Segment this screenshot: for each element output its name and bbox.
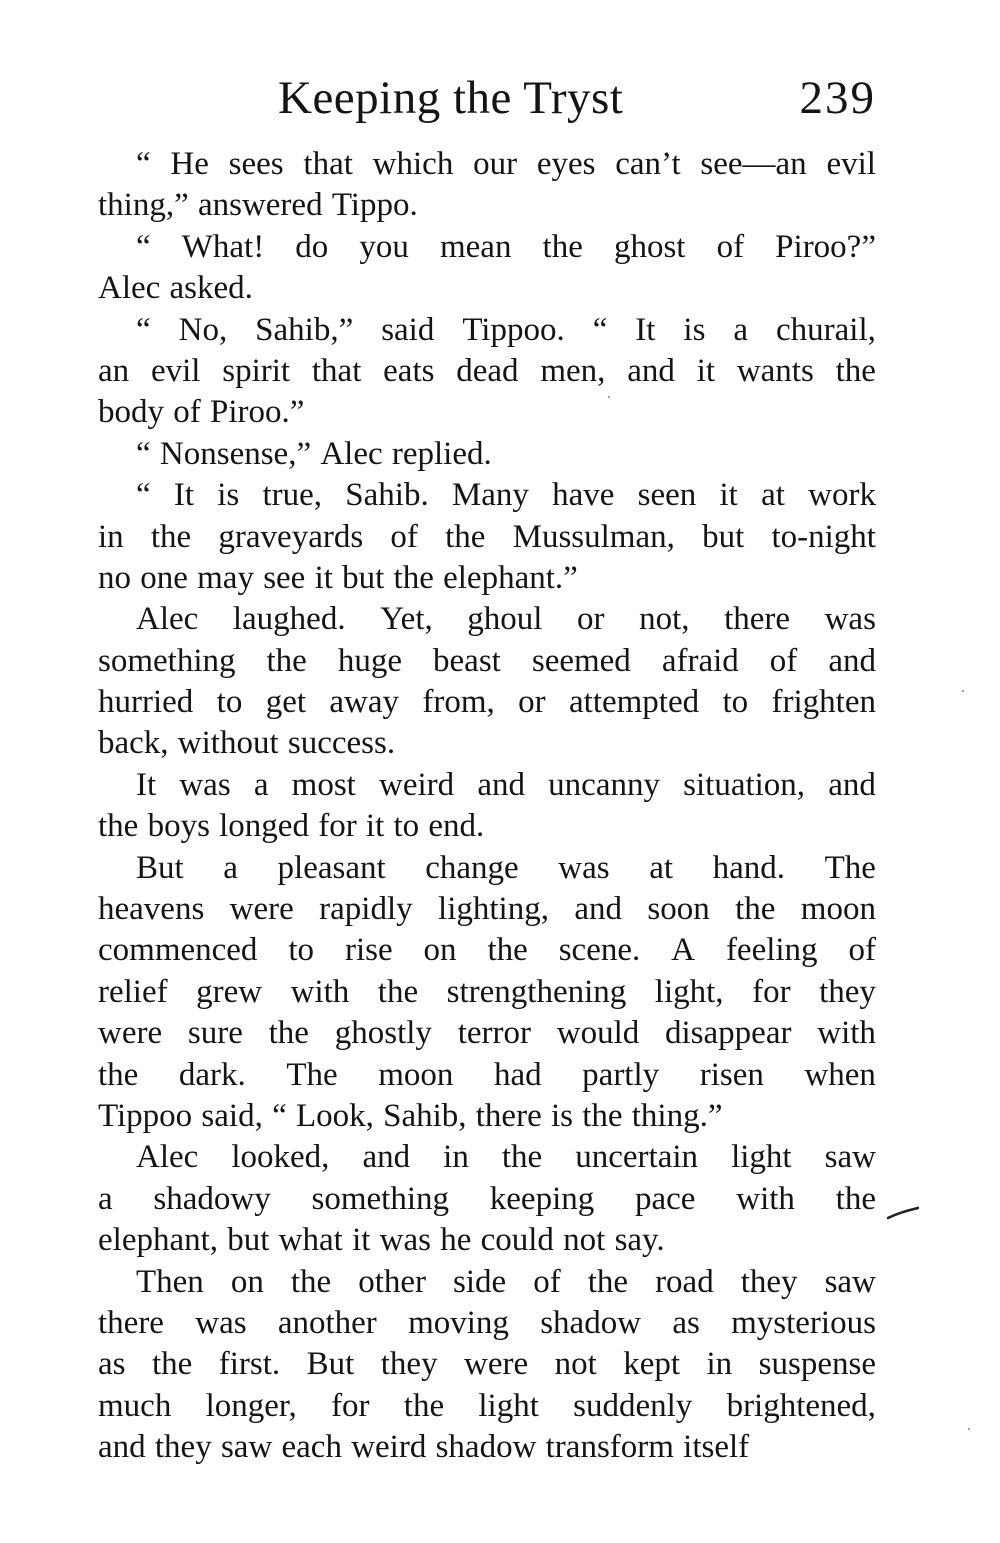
word: had	[493, 1056, 542, 1093]
word: as	[672, 1304, 700, 1341]
word: side	[453, 1263, 507, 1300]
word: to	[288, 932, 315, 969]
text-line	[98, 1344, 876, 1385]
word: and	[362, 1139, 411, 1176]
word: A	[671, 932, 696, 969]
word: an	[98, 352, 130, 389]
text-line	[98, 227, 876, 268]
word: were	[229, 891, 294, 928]
word: do	[295, 228, 329, 265]
word: Then	[136, 1263, 204, 1300]
word: hurried	[98, 684, 194, 721]
word: he	[440, 1222, 472, 1259]
word: beast	[433, 642, 501, 679]
text-line	[98, 351, 876, 392]
paper-speck	[608, 396, 610, 398]
text-line	[98, 723, 876, 764]
word: the	[151, 1346, 193, 1383]
word: light,	[654, 973, 724, 1010]
word: grew	[196, 973, 263, 1010]
word: light	[478, 1387, 539, 1424]
word: our	[473, 146, 518, 182]
word: moon	[800, 891, 876, 928]
word: but	[342, 559, 385, 596]
word: graveyards	[218, 518, 364, 555]
word: sure	[187, 1015, 243, 1052]
text-line	[98, 1013, 876, 1054]
paper-speck	[962, 690, 964, 692]
word: soon	[647, 891, 710, 928]
word: to-night	[771, 518, 876, 555]
word: suspense	[758, 1346, 876, 1383]
word: rise	[344, 932, 393, 969]
word: kept	[623, 1346, 681, 1383]
word: were	[464, 1346, 529, 1383]
word: most	[291, 766, 356, 803]
word: when	[804, 1056, 876, 1093]
text-line	[98, 972, 876, 1013]
word: Sahib,	[383, 1097, 467, 1134]
word: without	[177, 725, 279, 762]
word: relief	[98, 973, 168, 1010]
text-line	[98, 1262, 876, 1303]
word: dead	[456, 352, 519, 389]
word: change	[425, 849, 519, 886]
word: situation,	[683, 766, 806, 803]
word: “	[136, 435, 151, 472]
word: not	[554, 1346, 597, 1383]
text-line	[98, 1055, 876, 1096]
text-line	[98, 1096, 876, 1137]
word: a	[98, 1180, 113, 1217]
text-line	[98, 1220, 876, 1261]
word: to	[393, 808, 420, 845]
text-line	[98, 1386, 876, 1427]
word: first.	[218, 1346, 281, 1383]
word: of	[769, 642, 798, 679]
word: boys	[147, 808, 210, 845]
word: a	[253, 766, 269, 803]
word: churail,	[776, 311, 876, 348]
word: the	[487, 932, 528, 969]
word: But	[136, 849, 184, 886]
word: ghostly	[334, 1015, 432, 1052]
word: commenced	[98, 932, 258, 969]
word: a	[733, 311, 749, 348]
word: ghost	[613, 228, 686, 265]
word: longer,	[205, 1387, 297, 1424]
word: what	[278, 1222, 343, 1259]
word: said	[381, 311, 435, 348]
word: of	[390, 518, 418, 555]
word: they	[819, 973, 876, 1010]
word: hand.	[712, 849, 786, 886]
text-line	[98, 434, 876, 475]
word: the	[266, 642, 307, 679]
word: in	[706, 1346, 733, 1383]
word: lighting,	[438, 891, 549, 928]
word: Piroo.”	[209, 394, 305, 431]
word: replied.	[391, 435, 492, 472]
word: It	[173, 477, 195, 514]
word: pleasant	[277, 849, 386, 886]
word: the	[98, 808, 139, 845]
text-line	[98, 930, 876, 971]
word: road	[655, 1263, 714, 1300]
text-line	[98, 1179, 876, 1220]
word: terror	[457, 1015, 531, 1052]
word: there	[475, 1097, 542, 1134]
word: on	[423, 932, 457, 969]
word: Sahib.	[345, 477, 429, 514]
text-line	[98, 268, 876, 309]
word: it	[352, 1222, 371, 1259]
word: they	[154, 1429, 212, 1466]
word: said,	[201, 1097, 263, 1134]
word: something	[311, 1180, 450, 1217]
word: Tippoo	[98, 1097, 193, 1134]
word: and	[574, 891, 622, 928]
word: with	[290, 973, 350, 1010]
word: they	[380, 1346, 438, 1383]
word: laughed.	[232, 601, 346, 638]
text-line	[98, 475, 876, 516]
word: another	[277, 1304, 377, 1341]
word: strengthening	[446, 973, 627, 1010]
word: weird	[351, 1429, 427, 1466]
word: seen	[637, 477, 697, 514]
word: rapidly	[319, 891, 413, 928]
word: but	[702, 518, 745, 555]
word: and	[98, 1429, 146, 1466]
word: and	[477, 766, 525, 803]
word: the	[582, 1097, 623, 1134]
word: afraid	[661, 642, 739, 679]
word: pace	[635, 1180, 696, 1217]
word: Alec	[136, 1139, 199, 1176]
word: looked,	[231, 1139, 330, 1176]
word: were	[98, 1015, 163, 1052]
word: No,	[178, 311, 228, 348]
word: they	[740, 1263, 798, 1300]
text-line	[98, 889, 876, 930]
word: sees	[228, 146, 284, 182]
word: the	[393, 559, 434, 596]
word: could	[480, 1222, 554, 1259]
word: was	[379, 1222, 431, 1259]
word: scene.	[558, 932, 641, 969]
word: body	[98, 394, 164, 431]
word: moon	[378, 1056, 454, 1093]
word: that	[303, 146, 353, 182]
text-line	[98, 848, 876, 889]
word: of	[173, 394, 201, 431]
word: something	[98, 642, 236, 679]
word: Mussulman,	[512, 518, 675, 555]
margin-pen-mark	[887, 1206, 919, 1220]
word: to	[722, 684, 749, 721]
word: But	[306, 1346, 355, 1383]
word: “	[592, 311, 608, 348]
word: It	[635, 311, 656, 348]
word: was	[824, 601, 876, 638]
word: Look,	[295, 1097, 374, 1134]
word: was	[558, 849, 610, 886]
word: the	[735, 891, 776, 928]
word: evil	[826, 146, 876, 182]
word: get	[265, 684, 307, 721]
word: at	[761, 477, 785, 514]
word: was	[179, 766, 231, 803]
word: saw	[824, 1263, 876, 1300]
word: “	[136, 228, 151, 265]
word: “	[272, 1097, 287, 1134]
word: It	[136, 766, 157, 803]
word: Sahib,”	[255, 311, 354, 348]
word: at	[649, 849, 674, 886]
word: mean	[439, 228, 512, 265]
word: see—an	[700, 146, 807, 182]
word: seemed	[531, 642, 631, 679]
word: is	[550, 1097, 573, 1134]
word: the	[403, 1387, 445, 1424]
word: partly	[582, 1056, 660, 1093]
text-line	[98, 392, 876, 433]
word: back,	[98, 725, 169, 762]
word: He	[170, 146, 209, 182]
word: Nonsense,”	[159, 435, 312, 472]
word: Alec	[136, 601, 199, 638]
word: there	[98, 1304, 164, 1341]
word: the	[377, 973, 419, 1010]
word: shadowy	[153, 1180, 271, 1217]
word: success.	[287, 725, 396, 762]
word: it	[719, 477, 738, 514]
word: it	[314, 559, 333, 596]
word: of	[533, 1263, 561, 1300]
word: with	[736, 1180, 795, 1217]
text-line	[98, 1137, 876, 1178]
word: itself	[683, 1429, 750, 1466]
word: as	[98, 1346, 126, 1383]
word: may	[197, 559, 254, 596]
word: the	[501, 1139, 543, 1176]
word: and	[828, 766, 876, 803]
word: longed	[219, 808, 309, 845]
text-line	[98, 806, 876, 847]
word: for	[331, 1387, 370, 1424]
word: The	[286, 1056, 338, 1093]
word: huge	[337, 642, 403, 679]
word: it	[696, 352, 716, 389]
body-text	[98, 144, 876, 1469]
word: of	[848, 932, 876, 969]
word: but	[227, 1222, 270, 1259]
word: was	[195, 1304, 247, 1341]
word: for	[318, 808, 357, 845]
word: from,	[422, 684, 495, 721]
word: What!	[181, 228, 265, 265]
word: dark.	[178, 1056, 246, 1093]
paper-speck	[968, 1428, 970, 1430]
word: the	[587, 1263, 629, 1300]
word: frighten	[771, 684, 876, 721]
word: in	[443, 1139, 469, 1176]
word: asked.	[169, 270, 253, 307]
word: eyes	[536, 146, 596, 182]
word: the	[290, 1263, 332, 1300]
text-line	[98, 1427, 876, 1468]
word: shadow	[540, 1304, 642, 1341]
word: which	[372, 146, 454, 182]
word: keeping	[489, 1180, 595, 1217]
text-line	[98, 641, 876, 682]
text-line	[98, 310, 876, 351]
word: much	[98, 1387, 172, 1424]
word: uncanny	[548, 766, 660, 803]
word: you	[359, 228, 409, 265]
word: the	[835, 1180, 876, 1217]
word: and	[627, 352, 675, 389]
text-line	[98, 185, 876, 226]
word: Piroo?”	[775, 228, 876, 265]
word: other	[358, 1263, 426, 1300]
text-line	[98, 682, 876, 723]
word: saw	[824, 1139, 876, 1176]
word: or	[577, 601, 605, 638]
word: Alec	[320, 435, 383, 472]
word: can’t	[615, 146, 681, 182]
word: true,	[262, 477, 323, 514]
word: with	[817, 1015, 876, 1052]
word: that	[311, 352, 362, 389]
word: weird	[379, 766, 455, 803]
word: shadow	[435, 1429, 537, 1466]
word: disappear	[665, 1015, 792, 1052]
word: wants	[736, 352, 814, 389]
word: not,	[639, 601, 690, 638]
word: elephant,	[98, 1222, 219, 1259]
word: Yet,	[380, 601, 433, 638]
word: see	[263, 559, 306, 596]
word: work	[808, 477, 876, 514]
word: “	[136, 311, 151, 348]
word: heavens	[98, 891, 205, 928]
word: have	[552, 477, 615, 514]
word: it	[365, 808, 385, 845]
word: Tippo.	[331, 187, 418, 224]
word: The	[824, 849, 876, 886]
word: not	[563, 1222, 606, 1259]
word: and	[828, 642, 876, 679]
word: each	[281, 1429, 342, 1466]
word: suddenly	[573, 1387, 693, 1424]
word: moving	[408, 1304, 509, 1341]
word: is	[683, 311, 706, 348]
text-line	[98, 599, 876, 640]
word: the	[445, 518, 486, 555]
word: away	[329, 684, 400, 721]
word: eats	[383, 352, 435, 389]
word: uncertain	[575, 1139, 699, 1176]
running-title: Keeping the Tryst	[278, 72, 624, 124]
word: is	[217, 477, 240, 514]
word: the	[150, 518, 192, 555]
word: Many	[451, 477, 529, 514]
text-line	[98, 144, 876, 185]
text-line	[98, 765, 876, 806]
running-head	[98, 68, 876, 138]
word: thing.”	[631, 1097, 723, 1134]
word: in	[98, 518, 124, 555]
word: brightened,	[726, 1387, 876, 1424]
word: attempted	[569, 684, 700, 721]
text-line	[98, 517, 876, 558]
word: the	[542, 228, 583, 265]
word: feeling	[725, 932, 818, 969]
word: answered	[197, 187, 323, 224]
word: for	[752, 973, 791, 1010]
text-line	[98, 1303, 876, 1344]
text-line	[98, 558, 876, 599]
word: mysterious	[731, 1304, 876, 1341]
word: or	[518, 684, 546, 721]
word: thing,”	[98, 187, 189, 224]
word: to	[216, 684, 243, 721]
word: “	[136, 477, 151, 514]
word: of	[716, 228, 745, 265]
word: saw	[220, 1429, 273, 1466]
word: risen	[699, 1056, 764, 1093]
word: light	[731, 1139, 792, 1176]
word: “	[136, 146, 151, 182]
word: Tippoo.	[462, 311, 565, 348]
word: a	[223, 849, 238, 886]
page-number: 239	[799, 72, 876, 124]
word: there	[724, 601, 791, 638]
word: say.	[614, 1222, 665, 1259]
word: elephant.”	[443, 559, 578, 596]
word: spirit	[222, 352, 291, 389]
word: the	[835, 352, 876, 389]
word: on	[230, 1263, 264, 1300]
word: ghoul	[467, 601, 543, 638]
word: one	[140, 559, 188, 596]
word: the	[98, 1056, 139, 1093]
word: no	[98, 559, 131, 596]
word: Alec	[98, 270, 161, 307]
word: end.	[428, 808, 485, 845]
word: transform	[545, 1429, 674, 1466]
word: would	[556, 1015, 640, 1052]
word: men,	[540, 352, 606, 389]
word: evil	[150, 352, 201, 389]
word: the	[268, 1015, 309, 1052]
